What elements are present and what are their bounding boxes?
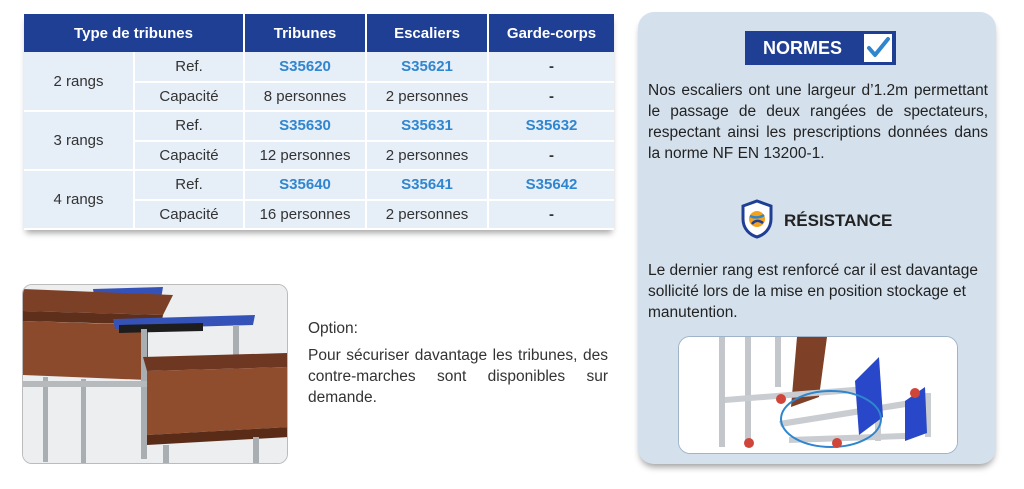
row-label: Ref.: [134, 52, 244, 82]
capacity-escaliers: 2 personnes: [366, 141, 488, 171]
resistance-photo: [678, 336, 958, 454]
header-tribunes: Tribunes: [244, 14, 366, 52]
table-row: [24, 170, 614, 200]
header-type: Type de tribunes: [24, 14, 244, 52]
option-text-block: [308, 318, 608, 408]
bleacher-risers-illustration: [23, 285, 288, 464]
checkmark-icon: [864, 34, 892, 62]
ref-garde-corps: S35642: [488, 170, 614, 200]
capacity-garde-corps: -: [488, 82, 614, 112]
capacity-tribunes: 8 personnes: [244, 82, 366, 112]
normes-title: NORMES: [763, 37, 843, 58]
resistance-text: Le dernier rang est renforcé car il est davantage sollicité lors de la mise en position stockage et manutention.: [648, 262, 978, 321]
ref-garde-corps: -: [488, 52, 614, 82]
capacity-escaliers: 2 personnes: [366, 82, 488, 112]
header-escaliers: Escaliers: [366, 14, 488, 52]
resistance-heading: [740, 201, 892, 241]
table-header-row: [24, 14, 614, 52]
capacity-garde-corps: -: [488, 141, 614, 171]
ref-tribunes: S35620: [244, 52, 366, 82]
ref-escaliers: S35641: [366, 170, 488, 200]
normes-text: Nos escaliers ont une largeur d’1.2m permettant le passage de deux rangées de spectateurs, respectant ainsi les prescriptions données dans la norme NF EN 13200-1.: [648, 82, 988, 162]
row-label: Ref.: [134, 111, 244, 141]
ref-tribunes: S35640: [244, 170, 366, 200]
group-label: 3 rangs: [24, 111, 134, 170]
ref-garde-corps: S35632: [488, 111, 614, 141]
ref-escaliers: S35621: [366, 52, 488, 82]
capacity-tribunes: 12 personnes: [244, 141, 366, 171]
group-label: 4 rangs: [24, 170, 134, 229]
group-label: 2 rangs: [24, 52, 134, 111]
spec-table: [24, 14, 614, 230]
info-panel: [638, 12, 996, 464]
option-photo: [22, 284, 288, 464]
row-label: Ref.: [134, 170, 244, 200]
resistance-title: RÉSISTANCE: [784, 211, 893, 230]
header-garde-corps: Garde-corps: [488, 14, 614, 52]
reinforced-row-illustration: [679, 337, 958, 454]
table-row: [24, 111, 614, 141]
row-label: Capacité: [134, 141, 244, 171]
ref-tribunes: S35630: [244, 111, 366, 141]
capacity-garde-corps: -: [488, 200, 614, 230]
shield-ball-icon: [740, 199, 774, 244]
capacity-escaliers: 2 personnes: [366, 200, 488, 230]
row-label: Capacité: [134, 82, 244, 112]
option-body: Pour sécuriser davantage les tribunes, des contre-marches sont disponibles sur demande.: [308, 347, 608, 406]
capacity-tribunes: 16 personnes: [244, 200, 366, 230]
table-row: [24, 52, 614, 82]
option-title: Option:: [308, 320, 358, 337]
ref-escaliers: S35631: [366, 111, 488, 141]
row-label: Capacité: [134, 200, 244, 230]
normes-badge: [745, 31, 896, 65]
